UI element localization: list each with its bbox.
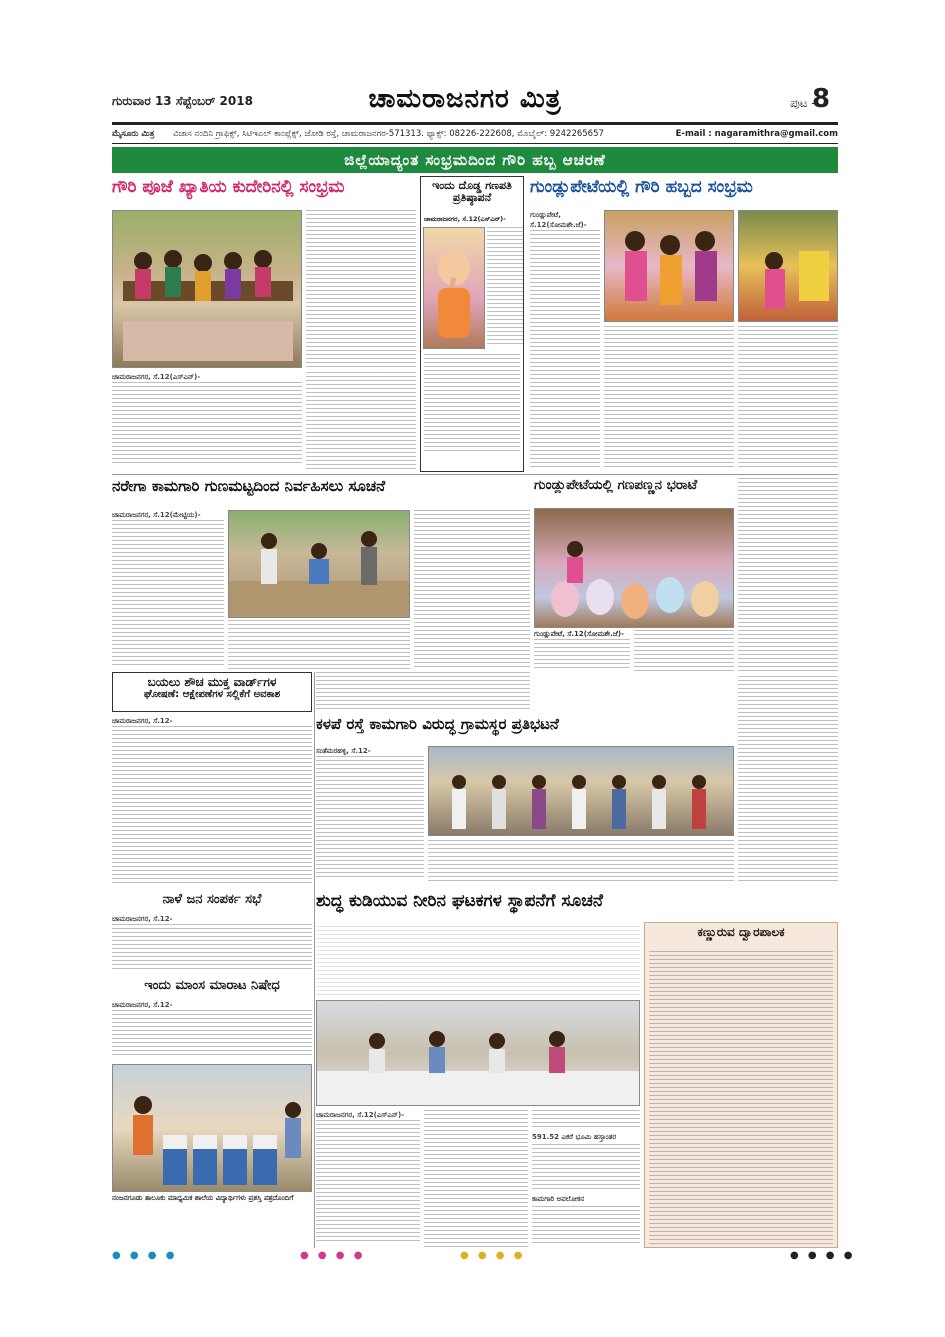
print-marks-right: ● ● ● ● [790,1250,856,1261]
photo-illustration-family [605,211,734,322]
gowri-text-block-2 [306,372,416,470]
ganapathi-box [420,176,524,472]
mamsa-text-block [112,1010,312,1056]
headline-bayalu-1: ಬಯಲು ಶೌಚ ಮುಕ್ತ ವಾರ್ಡ್‌ಗಳ [147,675,277,689]
shuddha-text-block-e [532,1206,640,1246]
ganesha-idol-icon [424,228,484,348]
kannuruva-text-block [649,951,833,1247]
bayalu-dateline: ಚಾಮರಾಜನಗರ, ಸೆ.12- [112,717,173,725]
narega-dateline: ಚಾಮರಾಜನಗರ, ಸೆ.12(ಮೇಟ್ಟಿಯ)- [112,511,201,519]
bayalu-text-block [112,726,312,886]
shuddha-col1 [316,926,640,996]
shuddha-text-block-d [532,1144,640,1192]
ganapathi-idols-market-photo [534,508,734,628]
shuddha-text-block-a [316,1120,420,1244]
narega-continued [316,672,530,712]
ganapathi-market-text-2 [634,630,734,674]
narega-col3 [414,510,530,670]
page-label: ಪುಟ - [790,96,816,110]
shuddha-dateline: ಚಾಮರಾಜನಗರ, ಸೆ.12(ಎಸ್‌ಎನ್‌)- [316,1111,405,1119]
gowri-text-block [112,382,302,466]
narega-text-block [112,520,224,665]
info-rule [112,143,838,144]
photo-illustration-workers [229,511,410,618]
jana-samparka-text [112,914,312,974]
ganapathi-market-caption [534,630,630,674]
gundlupet-text-block-2 [604,326,734,470]
photo-illustration-pooja [739,211,838,322]
ganapathi-market-col2 [634,630,734,674]
shuddha-subhead-1: 591.52 ಎಕರೆ ಭೂಮಿ ಹಸ್ತಾಂತರ [532,1133,617,1141]
shuddha-text-block-b [424,1110,528,1248]
headline-kannuruva: ಕಣ್ಣುರುವ ದ್ವಾರಪಾಲಕ [697,925,785,939]
narega-text-block-3 [414,510,530,670]
school-caption: ನಂಜನಗೂಡು ತಾಲೂಕು ಮಾಧ್ಯಮಿಕ ಶಾಲೆಯ ವಿದ್ಯಾರ್ಥಿಗಳು ಪ್ರಶಸ್ತಿ ಪತ್ರದೊಂದಿಗೆ [112,1194,294,1202]
print-marks-center-left: ● ● ● ● [300,1250,366,1261]
shuddha-col-b [424,1110,528,1248]
gundlupet-text-block-3 [738,326,838,470]
kalape-col2 [428,840,734,884]
gundlupet-col1 [530,210,600,470]
photo-illustration-meeting [317,1001,640,1106]
sister-paper-name: ಮೈಸೂರು ಮಿತ್ರ [112,129,155,139]
headline-jana-samparka: ನಾಳೆ ಜನ ಸಂಪರ್ಕ ಸಭೆ [162,892,262,907]
headline-mamsa: ಇಂದು ಮಾಂಸ ಮಾರಾಟ ನಿಷೇಧ [144,978,280,993]
headline-gundlupet-gowri: ಗುಂಡ್ಲುಪೇಟೆಯಲ್ಲಿ ಗೌರಿ ಹಬ್ಬದ ಸಂಭ್ರಮ [530,178,753,197]
shuddha-col-c [532,1110,640,1248]
newspaper-title: ಚಾಮರಾಜನಗರ ಮಿತ್ರ [368,84,562,114]
school-students-photo [112,1064,312,1192]
gundlupet-pooja-photo [738,210,838,322]
photo-illustration-students [113,1065,312,1192]
narega-text-block-2 [228,620,410,670]
meeting-photo [316,1000,640,1106]
ganapathi-market-col3 [738,478,838,674]
narega-work-photo [228,510,410,618]
section-banner: ಜಿಲ್ಲೆಯಾದ್ಯಂತ ಸಂಭ್ರಮದಿಂದ ಗೌರಿ ಹಬ್ಬ ಆಚರಣೆ [112,147,838,173]
gowri-article-intro [112,372,302,470]
protest-photo [428,746,734,836]
jana-text-block [112,924,312,970]
column-divider-1 [314,672,315,1248]
address-line: ವಿಜಾಸ ನಂದಿನಿ ಗ್ರಾಫಿಕ್ಸ್, ಸಿಟಿಇಎಲ್ ಕಾಂಪ್ಲೆಕ್ಸ್, ಜೋಡಿ ರಸ್ತೆ, ಚಾಮರಾಜನಗರ-571313. ಫ್ಯಾಕ್ಸ್: 08226-222608, ಮೊಬೈಲ್: 9242265657 [173,129,604,139]
kalape-col3 [738,676,838,884]
gowri-article-col3 [306,210,416,368]
narega-continued-text [316,672,530,712]
mamsa-text [112,1000,312,1060]
shuddha-col-a [316,1110,420,1248]
shuddha-text-top [316,926,640,996]
photo-illustration-protest [429,747,734,836]
email-address: E-mail : nagaramithra@gmail.com [675,129,838,139]
headline-ganapathi: ಇಂದು ದೊಡ್ಡ ಗಣಪತಿ ಪ್ರತಿಷ್ಠಾಪನೆ [432,179,512,205]
ganapathi-market-dateline: ಗುಂಡ್ಲುಪೇಟೆ, ಸೆ.12(ಸೋಮಶೇ.ಜೆ)- [534,630,624,638]
gowri-article-col2 [306,372,416,470]
ganapathi-side-text [487,227,523,347]
ganapathi-market-text-3 [738,478,838,674]
gundlupet-col2 [604,326,734,470]
mamsa-dateline: ಚಾಮರಾಜನಗರ, ಸೆ.12- [112,1001,173,1009]
masthead-rule [112,122,838,125]
jana-dateline: ಚಾಮರಾಜನಗರ, ಸೆ.12- [112,915,173,923]
issue-date: ಗುರುವಾರ 13 ಸೆಪ್ಟೆಂಬರ್ 2018 [112,94,253,108]
gundlupet-col3 [738,326,838,470]
shuddha-text-block-c [532,1110,640,1130]
kalape-text-block-3 [738,676,838,884]
headline-gowri-pooje: ಗೌರಿ ಪೂಜೆ ಖ್ಯಾತಿಯ ಕುದೇರಿನಲ್ಲಿ ಸಂಭ್ರಮ [112,178,345,197]
bayalu-shoucha-box [112,672,312,712]
page-number: 8 [812,84,831,114]
section-divider-1 [112,474,838,475]
narega-col2 [228,620,410,670]
ganapathi-idol-photo [423,227,485,349]
gowri-pooje-photo [112,210,302,368]
kalape-dateline: ಸಂತೆಮರಹಳ್ಳಿ, ಸೆ.12- [316,747,371,755]
print-marks-center-right: ● ● ● ● [460,1250,526,1261]
gowri-dateline: ಚಾಮರಾಜನಗರ, ಸೆ.12(ಎಸ್‌ಎನ್‌)- [112,373,201,381]
bayalu-text [112,716,312,890]
gundlupet-text-block [530,230,600,470]
print-marks-left: ● ● ● ● [112,1250,178,1261]
gowri-text-block-3 [306,210,416,368]
ganapathi-dateline: ಚಾಮರಾಜನಗರ, ಸೆ.12(ಎಸ್‌ಎನ್‌)- [424,215,506,223]
headline-gundlupet-ganapathi: ಗುಂಡ್ಲುಪೇಟೆಯಲ್ಲಿ ಗಣಪಣ್ಣನ ಭರಾಟೆ [534,478,698,493]
kalape-text-block [316,756,424,880]
ganapathi-market-text [534,639,630,671]
gundlupet-family-photo [604,210,734,322]
photo-illustration-idols [535,509,734,628]
headline-bayalu-2: ಘೋಷಣೆ: ಆಕ್ಷೇಪಣೆಗಳ ಸಲ್ಲಿಕೆಗೆ ಅವಕಾಶ [143,689,281,701]
headline-kalape-raste: ಕಳಪೆ ರಸ್ತೆ ಕಾಮಗಾರಿ ವಿರುದ್ಧ ಗ್ರಾಮಸ್ಥರ ಪ್ರತಿಭಟನೆ [316,716,559,733]
gundlupet-dateline: ಗುಂಡ್ಲುಪೇಟೆ, ಸೆ.12(ಸೋಮಶೇ.ಜೆ)- [530,211,587,229]
kalape-col1 [316,746,424,884]
headline-shuddha-neeru: ಶುದ್ಧ ಕುಡಿಯುವ ನೀರಿನ ಘಟಕಗಳ ಸ್ಥಾಪನೆಗೆ ಸೂಚನೆ [316,892,603,911]
kalape-text-block-2 [428,840,734,884]
narega-col1 [112,510,224,670]
headline-narega: ನರೇಗಾ ಕಾಮಗಾರಿ ಗುಣಮಟ್ಟದಿಂದ ನಿರ್ವಹಿಸಲು ಸೂಚನೆ [112,478,386,495]
photo-illustration-women-prayer [113,211,302,368]
shuddha-subhead-2: ಕಾಮಗಾರಿ ಅವಲೋಕನ [532,1195,585,1203]
kannuruva-box [644,922,838,1248]
publisher-info [112,126,838,142]
ganapathi-body-text [424,354,520,454]
